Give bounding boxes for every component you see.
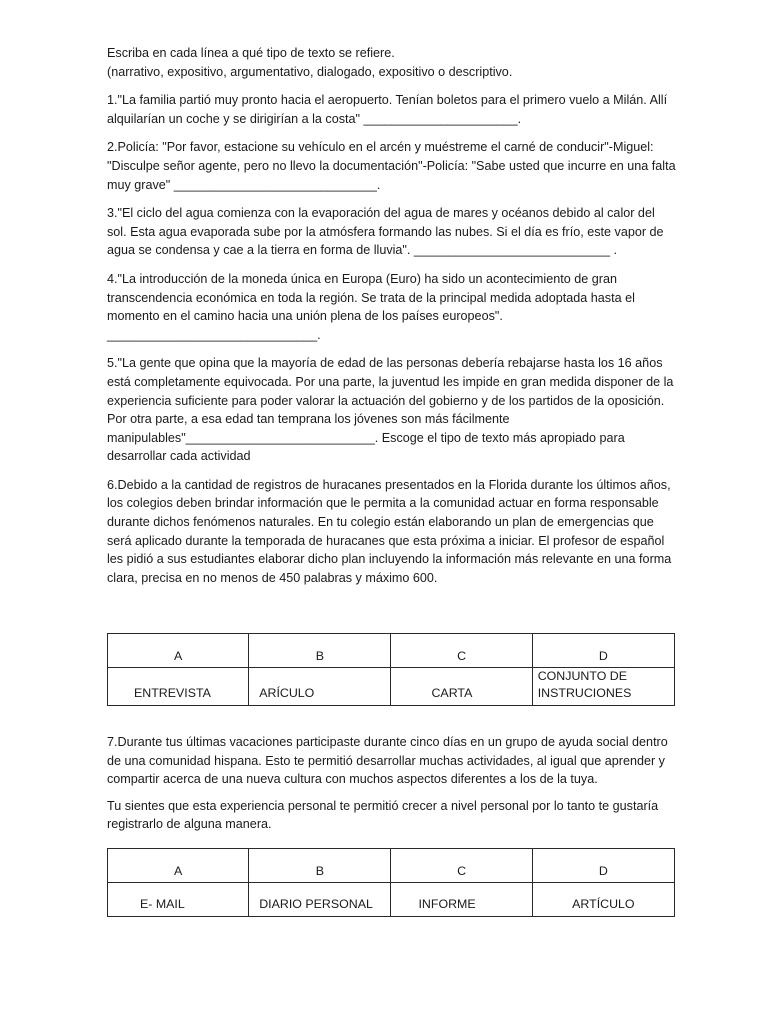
instructions — [107, 44, 677, 81]
instructions-line-2: (narrativo, expositivo, argumentativo, dialogado, expositivo o descriptivo. — [107, 64, 513, 79]
table-row — [108, 883, 675, 917]
exercise-7 — [107, 733, 677, 842]
table-row — [108, 668, 675, 706]
table-cell: ARÍCULO — [249, 668, 391, 706]
exercise-2: 2.Policía: "Por favor, estacione su vehículo en el arcén y muéstreme el carné de conducir"-Miguel: "Disculpe señor agente, pero no llevo la documentación"-Policía: "Sabe usted que incurre en una falta muy grave" _____________________________. — [107, 140, 676, 192]
table-header-row — [108, 849, 675, 883]
exercise-6: 6.Debido a la cantidad de registros de huracanes presentados en la Florida durante los últimos años, los colegios deben brindar información que le permita a la comunidad actuar en forma responsable durante dichos fenómenos naturales. En tu colegio están elaborando un plan de emergencias que será aplicado durante la temporada de huracanes que esta próxima a iniciar. El profesor de español les pidió a sus estudiantes elaborar dicho plan incluyendo la información más relevante en una forma clara, precisa en no menos de 450 palabras y máximo 600. — [107, 477, 672, 585]
table-cell: ARTÍCULO — [532, 883, 674, 917]
table-cell: DIARIO PERSONAL — [249, 883, 391, 917]
table-header-cell: D — [532, 634, 674, 668]
instructions-line-1: Escriba en cada línea a qué tipo de texto se refiere. — [107, 46, 395, 60]
exercise-1: 1."La familia partió muy pronto hacia el aeropuerto. Tenían boletos para el primero vuelo a Milán. Allí alquilarían un coche y se dirigirían a la costa" ______________________. — [107, 93, 668, 126]
table-header-row — [108, 634, 675, 668]
worksheet-content — [107, 44, 677, 597]
options-table-exercise-6 — [107, 633, 675, 706]
table-cell: CONJUNTO DE INSTRUCIONES — [532, 668, 674, 706]
table-cell: E- MAIL — [108, 883, 249, 917]
table-cell: ENTREVISTA — [108, 668, 249, 706]
table-header-cell: D — [532, 849, 674, 883]
exercise-4: 4."La introducción de la moneda única en Europa (Euro) ha sido un acontecimiento de gran transcendencia económica en toda la región. Se trata de la principal medida adoptada hasta el momento en el camino hacia una unión plena de los países europeos". ______________________________. — [107, 271, 635, 342]
table-header-cell: C — [391, 849, 532, 883]
exercise-3: 3."El ciclo del agua comienza con la evaporación del agua de mares y océanos debido al calor del sol. Esta agua evaporada sube por la atmósfera formando las nubes. Si el día es frío, este vapor de agua se condensa y cae a la tierra en forma de lluvia". ____________________________ . — [107, 206, 664, 258]
exercise-7-paragraph-2: Tu sientes que esta experiencia personal te permitió crecer a nivel personal por lo tanto te gustaría registrarlo de alguna manera. — [107, 798, 659, 832]
exercise-7-paragraph-1: 7.Durante tus últimas vacaciones participaste durante cinco días en un grupo de ayuda social dentro de una comunidad hispana. Esto te permitió desarrollar muchas actividades, al igual que aprender y compartir acerca de una nueva cultura con muchos aspectos diferentes a los de la tuya. — [107, 735, 668, 787]
exercise-5: 5."La gente que opina que la mayoría de edad de las personas debería rebajarse hasta los 16 años está completamente equivocada. Por una parte, la juventud les impide en gran medida disponer de la experiencia suficiente para poder valorar la actuación del gobierno y de los partidos de la oposición. Por otra parte, a esa edad tan temprana los jóvenes son más fácilmente manipulables"___________________________. Escoge el tipo de texto más apropiado para desarrollar cada actividad — [107, 356, 674, 464]
options-table-exercise-7 — [107, 848, 675, 917]
table-header-cell: A — [108, 634, 249, 668]
table-header-cell: B — [249, 634, 391, 668]
table-header-cell: C — [391, 634, 532, 668]
table-header-cell: B — [249, 849, 391, 883]
table-header-cell: A — [108, 849, 249, 883]
table-cell: CARTA — [391, 668, 532, 706]
table-cell: INFORME — [391, 883, 532, 917]
